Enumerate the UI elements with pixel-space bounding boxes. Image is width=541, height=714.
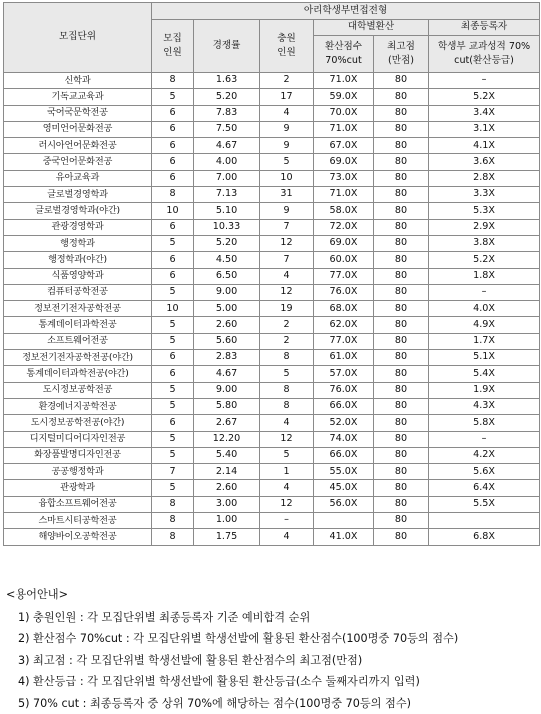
cell-extra: 12 <box>260 284 314 300</box>
table-row <box>4 496 540 512</box>
cell-unit: 통계데이터과학전공(야간) <box>4 366 152 382</box>
cell-max-score: 80 <box>374 398 429 414</box>
cell-competition: 2.60 <box>194 480 260 496</box>
cell-unit: 환경에너지공학전공 <box>4 398 152 414</box>
cell-score-70: 70.0X <box>314 105 374 121</box>
cell-final-cut: 5.2X <box>429 89 540 105</box>
cell-unit: 러시아언어문화전공 <box>4 138 152 154</box>
cell-unit: 기독교교육과 <box>4 89 152 105</box>
table-row <box>4 333 540 349</box>
cell-score-70: 76.0X <box>314 382 374 398</box>
cell-final-cut: 5.3X <box>429 203 540 219</box>
cell-score-70: 67.0X <box>314 138 374 154</box>
notes-title: <용어안내> <box>6 584 536 606</box>
cell-extra: 10 <box>260 170 314 186</box>
cell-recruit: 5 <box>152 317 194 333</box>
cell-max-score: 80 <box>374 284 429 300</box>
cell-recruit: 6 <box>152 154 194 170</box>
cell-unit: 행정학과(야간) <box>4 252 152 268</box>
table-row <box>4 464 540 480</box>
table-row <box>4 301 540 317</box>
cell-final-cut: 3.8X <box>429 235 540 251</box>
cell-unit: 정보전기전자공학전공(야간) <box>4 350 152 366</box>
cell-unit: 소프트웨어전공 <box>4 333 152 349</box>
header-group-title: 아리학생부면접전형 <box>152 3 540 20</box>
cell-recruit: 6 <box>152 170 194 186</box>
cell-max-score: 80 <box>374 333 429 349</box>
table-row <box>4 170 540 186</box>
header-final-title: 최종등록자 <box>429 20 540 36</box>
cell-max-score: 80 <box>374 203 429 219</box>
cell-max-score: 80 <box>374 415 429 431</box>
cell-extra: 7 <box>260 252 314 268</box>
cell-competition: 5.00 <box>194 301 260 317</box>
cell-final-cut <box>429 513 540 529</box>
cell-unit: 유아교육과 <box>4 170 152 186</box>
header-recruit <box>152 20 194 73</box>
cell-competition: 9.00 <box>194 382 260 398</box>
admission-results-table-wrapper <box>3 2 539 546</box>
table-row <box>4 382 540 398</box>
cell-max-score: 80 <box>374 89 429 105</box>
cell-max-score: 80 <box>374 382 429 398</box>
cell-competition: 1.63 <box>194 73 260 89</box>
cell-competition: 12.20 <box>194 431 260 447</box>
cell-extra: 4 <box>260 105 314 121</box>
cell-recruit: 6 <box>152 219 194 235</box>
cell-score-70: 56.0X <box>314 496 374 512</box>
cell-competition: 5.60 <box>194 333 260 349</box>
cell-recruit: 7 <box>152 464 194 480</box>
cell-unit: 화장품발명디자인전공 <box>4 447 152 463</box>
cell-recruit: 6 <box>152 121 194 137</box>
cell-max-score: 80 <box>374 480 429 496</box>
cell-recruit: 5 <box>152 284 194 300</box>
cell-score-70: 77.0X <box>314 268 374 284</box>
cell-unit: 관광학과 <box>4 480 152 496</box>
cell-recruit: 6 <box>152 350 194 366</box>
cell-competition: 5.10 <box>194 203 260 219</box>
table-row <box>4 235 540 251</box>
table-row <box>4 366 540 382</box>
cell-recruit: 6 <box>152 366 194 382</box>
header-final-sub <box>429 36 540 73</box>
cell-max-score: 80 <box>374 121 429 137</box>
note-item: 3) 최고점 : 각 모집단위별 학생선발에 활용된 환산점수의 최고점(만점) <box>6 650 536 672</box>
cell-score-70: 69.0X <box>314 154 374 170</box>
table-row <box>4 398 540 414</box>
cell-extra: 8 <box>260 398 314 414</box>
cell-score-70: 61.0X <box>314 350 374 366</box>
cell-recruit: 5 <box>152 89 194 105</box>
cell-competition: 3.00 <box>194 496 260 512</box>
cell-extra: 8 <box>260 382 314 398</box>
table-row <box>4 350 540 366</box>
cell-competition: 7.50 <box>194 121 260 137</box>
cell-unit: 중국언어문화전공 <box>4 154 152 170</box>
cell-competition: 6.50 <box>194 268 260 284</box>
cell-score-70: 59.0X <box>314 89 374 105</box>
cell-max-score: 80 <box>374 138 429 154</box>
cell-max-score: 80 <box>374 529 429 545</box>
cell-unit: 도시정보공학전공 <box>4 382 152 398</box>
cell-competition: 7.83 <box>194 105 260 121</box>
cell-recruit: 5 <box>152 480 194 496</box>
cell-max-score: 80 <box>374 317 429 333</box>
cell-competition: 7.13 <box>194 187 260 203</box>
header-score-70 <box>314 36 374 73</box>
admission-results-table <box>3 2 540 546</box>
cell-competition: 4.50 <box>194 252 260 268</box>
cell-competition: 5.40 <box>194 447 260 463</box>
cell-final-cut: 4.2X <box>429 447 540 463</box>
cell-score-70: 68.0X <box>314 301 374 317</box>
cell-max-score: 80 <box>374 447 429 463</box>
cell-max-score: 80 <box>374 301 429 317</box>
cell-final-cut: 3.3X <box>429 187 540 203</box>
cell-recruit: 8 <box>152 73 194 89</box>
cell-final-cut: 5.8X <box>429 415 540 431</box>
cell-final-cut: 4.0X <box>429 301 540 317</box>
cell-final-cut: 3.6X <box>429 154 540 170</box>
cell-final-cut: 2.8X <box>429 170 540 186</box>
cell-recruit: 8 <box>152 496 194 512</box>
cell-competition: 2.60 <box>194 317 260 333</box>
cell-score-70: 69.0X <box>314 235 374 251</box>
cell-score-70: 58.0X <box>314 203 374 219</box>
table-row <box>4 284 540 300</box>
cell-score-70: 45.0X <box>314 480 374 496</box>
table-row <box>4 121 540 137</box>
cell-score-70: 60.0X <box>314 252 374 268</box>
cell-extra: 5 <box>260 154 314 170</box>
cell-score-70 <box>314 513 374 529</box>
cell-extra: 31 <box>260 187 314 203</box>
cell-extra: – <box>260 513 314 529</box>
header-final-sub-text: 학생부 교과성적 70% cut(환산등급) <box>438 41 530 66</box>
cell-recruit: 6 <box>152 105 194 121</box>
header-competition: 경쟁률 <box>194 20 260 73</box>
cell-competition: 2.67 <box>194 415 260 431</box>
cell-competition: 4.67 <box>194 366 260 382</box>
cell-final-cut: 6.4X <box>429 480 540 496</box>
cell-extra: 2 <box>260 317 314 333</box>
cell-final-cut: 1.7X <box>429 333 540 349</box>
table-row <box>4 513 540 529</box>
cell-recruit: 6 <box>152 415 194 431</box>
cell-extra: 12 <box>260 431 314 447</box>
cell-competition: 7.00 <box>194 170 260 186</box>
cell-extra: 5 <box>260 447 314 463</box>
note-item: 1) 충원인원 : 각 모집단위별 최종등록자 기준 예비합격 순위 <box>6 607 536 629</box>
header-extra-text: 충원 인원 <box>277 33 296 58</box>
cell-score-70: 71.0X <box>314 187 374 203</box>
cell-extra: 2 <box>260 333 314 349</box>
note-item: 2) 환산점수 70%cut : 각 모집단위별 학생선발에 활용된 환산점수(100명중 70등의 점수) <box>6 628 536 650</box>
cell-max-score: 80 <box>374 154 429 170</box>
header-unit: 모집단위 <box>4 3 152 73</box>
cell-recruit: 6 <box>152 138 194 154</box>
cell-competition: 2.83 <box>194 350 260 366</box>
table-row <box>4 317 540 333</box>
cell-score-70: 71.0X <box>314 73 374 89</box>
cell-recruit: 8 <box>152 187 194 203</box>
cell-max-score: 80 <box>374 219 429 235</box>
header-univ-conversion: 대학별환산 <box>314 20 429 36</box>
cell-unit: 식품영양학과 <box>4 268 152 284</box>
cell-max-score: 80 <box>374 187 429 203</box>
table-row <box>4 154 540 170</box>
cell-score-70: 41.0X <box>314 529 374 545</box>
note-item: 4) 환산등급 : 각 모집단위별 학생선발에 활용된 환산등급(소수 둘째자리까지 입력) <box>6 671 536 693</box>
cell-score-70: 76.0X <box>314 284 374 300</box>
cell-final-cut: 4.1X <box>429 138 540 154</box>
cell-recruit: 10 <box>152 203 194 219</box>
cell-competition: 1.75 <box>194 529 260 545</box>
cell-unit: 스마트시티공학전공 <box>4 513 152 529</box>
cell-unit: 정보전기전자공학전공 <box>4 301 152 317</box>
cell-competition: 4.00 <box>194 154 260 170</box>
cell-recruit: 5 <box>152 431 194 447</box>
cell-score-70: 52.0X <box>314 415 374 431</box>
cell-recruit: 8 <box>152 513 194 529</box>
header-score-70-text: 환산점수 70%cut <box>325 41 362 66</box>
cell-recruit: 6 <box>152 268 194 284</box>
cell-max-score: 80 <box>374 170 429 186</box>
table-row <box>4 431 540 447</box>
table-row <box>4 89 540 105</box>
cell-final-cut: 1.9X <box>429 382 540 398</box>
cell-extra: 4 <box>260 268 314 284</box>
header-recruit-text: 모집 인원 <box>163 33 182 58</box>
cell-recruit: 8 <box>152 529 194 545</box>
table-row <box>4 480 540 496</box>
cell-recruit: 10 <box>152 301 194 317</box>
cell-unit: 공공행정학과 <box>4 464 152 480</box>
cell-final-cut: 5.2X <box>429 252 540 268</box>
cell-final-cut: 3.4X <box>429 105 540 121</box>
cell-extra: 19 <box>260 301 314 317</box>
cell-recruit: 6 <box>152 252 194 268</box>
cell-extra: 9 <box>260 203 314 219</box>
cell-competition: 2.14 <box>194 464 260 480</box>
cell-max-score: 80 <box>374 431 429 447</box>
cell-unit: 행정학과 <box>4 235 152 251</box>
cell-recruit: 5 <box>152 235 194 251</box>
table-row <box>4 73 540 89</box>
cell-extra: 5 <box>260 366 314 382</box>
cell-max-score: 80 <box>374 350 429 366</box>
cell-unit: 도시정보공학전공(야간) <box>4 415 152 431</box>
cell-max-score: 80 <box>374 366 429 382</box>
cell-unit: 영미언어문화전공 <box>4 121 152 137</box>
table-row <box>4 268 540 284</box>
header-max-score-text: 최고점 (만점) <box>387 41 415 66</box>
note-item: 5) 70% cut : 최종등록자 중 상위 70%에 해당하는 점수(100명중 70등의 점수) <box>6 693 536 714</box>
header-max-score <box>374 36 429 73</box>
table-row <box>4 252 540 268</box>
cell-unit: 통계데이터과학전공 <box>4 317 152 333</box>
cell-final-cut: 2.9X <box>429 219 540 235</box>
cell-score-70: 55.0X <box>314 464 374 480</box>
cell-extra: 8 <box>260 350 314 366</box>
cell-max-score: 80 <box>374 105 429 121</box>
cell-max-score: 80 <box>374 464 429 480</box>
cell-recruit: 5 <box>152 382 194 398</box>
cell-final-cut: 4.3X <box>429 398 540 414</box>
cell-extra: 1 <box>260 464 314 480</box>
terminology-notes <box>6 584 536 714</box>
cell-recruit: 5 <box>152 447 194 463</box>
cell-extra: 2 <box>260 73 314 89</box>
cell-extra: 4 <box>260 480 314 496</box>
cell-final-cut: 5.1X <box>429 350 540 366</box>
cell-extra: 9 <box>260 138 314 154</box>
cell-final-cut: 4.9X <box>429 317 540 333</box>
cell-final-cut: 5.4X <box>429 366 540 382</box>
cell-unit: 국어국문학전공 <box>4 105 152 121</box>
header-extra <box>260 20 314 73</box>
cell-score-70: 57.0X <box>314 366 374 382</box>
cell-unit: 신학과 <box>4 73 152 89</box>
cell-unit: 융합소프트웨어전공 <box>4 496 152 512</box>
table-row <box>4 529 540 545</box>
cell-max-score: 80 <box>374 268 429 284</box>
cell-max-score: 80 <box>374 496 429 512</box>
cell-final-cut: – <box>429 284 540 300</box>
cell-final-cut: 3.1X <box>429 121 540 137</box>
cell-recruit: 5 <box>152 333 194 349</box>
cell-final-cut: 1.8X <box>429 268 540 284</box>
cell-score-70: 72.0X <box>314 219 374 235</box>
table-row <box>4 187 540 203</box>
cell-recruit: 5 <box>152 398 194 414</box>
cell-unit: 컴퓨터공학전공 <box>4 284 152 300</box>
table-row <box>4 415 540 431</box>
cell-score-70: 73.0X <box>314 170 374 186</box>
cell-competition: 10.33 <box>194 219 260 235</box>
cell-score-70: 62.0X <box>314 317 374 333</box>
cell-unit: 글로벌경영학과 <box>4 187 152 203</box>
cell-final-cut: 6.8X <box>429 529 540 545</box>
table-row <box>4 447 540 463</box>
cell-max-score: 80 <box>374 513 429 529</box>
cell-competition: 5.20 <box>194 235 260 251</box>
cell-extra: 12 <box>260 496 314 512</box>
cell-competition: 1.00 <box>194 513 260 529</box>
table-body <box>4 73 540 546</box>
cell-competition: 5.20 <box>194 89 260 105</box>
table-row <box>4 219 540 235</box>
cell-score-70: 74.0X <box>314 431 374 447</box>
cell-extra: 12 <box>260 235 314 251</box>
cell-score-70: 77.0X <box>314 333 374 349</box>
cell-unit: 해양바이오공학전공 <box>4 529 152 545</box>
cell-extra: 7 <box>260 219 314 235</box>
cell-final-cut: 5.6X <box>429 464 540 480</box>
cell-unit: 관광경영학과 <box>4 219 152 235</box>
cell-extra: 4 <box>260 529 314 545</box>
cell-final-cut: – <box>429 431 540 447</box>
table-row <box>4 105 540 121</box>
table-row <box>4 138 540 154</box>
cell-competition: 5.80 <box>194 398 260 414</box>
cell-max-score: 80 <box>374 252 429 268</box>
table-header <box>4 3 540 73</box>
cell-max-score: 80 <box>374 235 429 251</box>
cell-competition: 9.00 <box>194 284 260 300</box>
table-row <box>4 203 540 219</box>
cell-score-70: 71.0X <box>314 121 374 137</box>
cell-score-70: 66.0X <box>314 398 374 414</box>
cell-unit: 디지털미디어디자인전공 <box>4 431 152 447</box>
cell-extra: 17 <box>260 89 314 105</box>
cell-unit: 글로벌경영학과(야간) <box>4 203 152 219</box>
cell-max-score: 80 <box>374 73 429 89</box>
cell-extra: 9 <box>260 121 314 137</box>
cell-extra: 4 <box>260 415 314 431</box>
cell-score-70: 66.0X <box>314 447 374 463</box>
cell-final-cut: – <box>429 73 540 89</box>
cell-competition: 4.67 <box>194 138 260 154</box>
cell-final-cut: 5.5X <box>429 496 540 512</box>
